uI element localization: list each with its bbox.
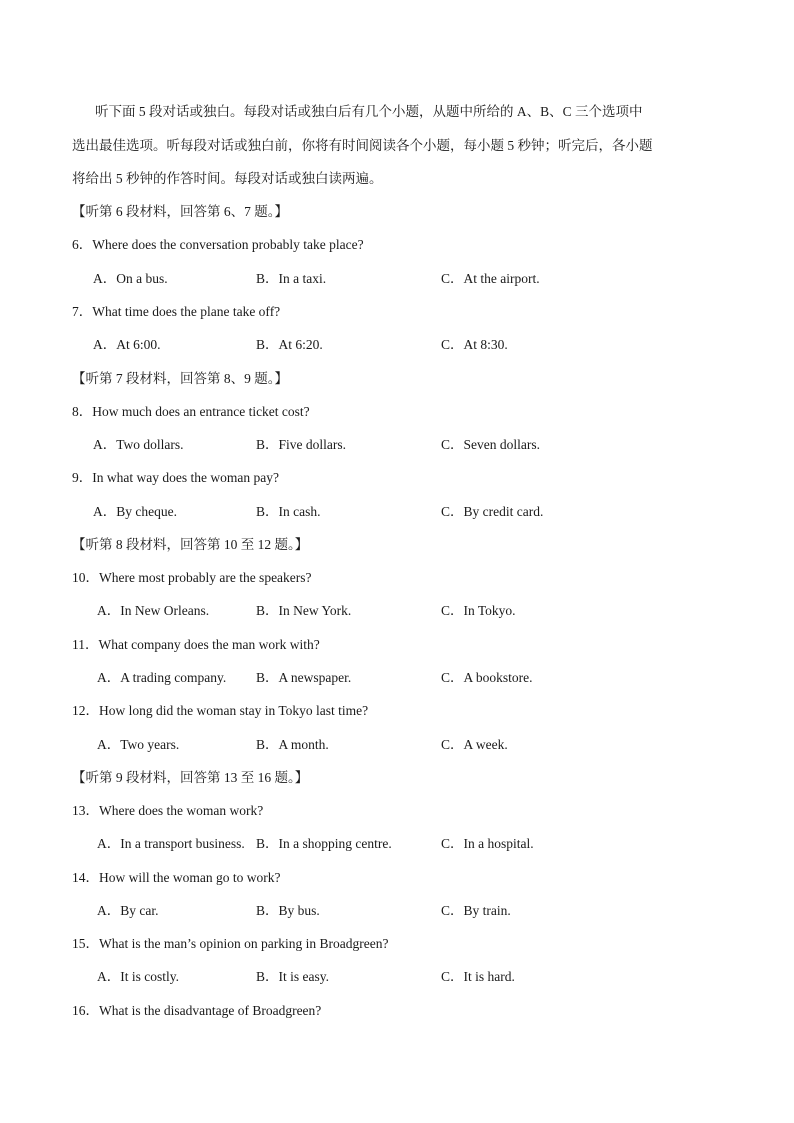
question-14: 14．How will the woman go to work?	[72, 870, 281, 885]
option-6-b: B．In a taxi.	[256, 271, 327, 286]
option-10-b: B．In New York.	[256, 603, 352, 618]
option-7-a: A．At 6:00.	[93, 337, 161, 352]
intro-line-1: 听下面 5 段对话或独白。每段对话或独白后有几个小题，从题中所给的 A、B、C 三个选项中	[95, 104, 643, 119]
option-11-c: C．A bookstore.	[441, 670, 533, 685]
option-9-b: B．In cash.	[256, 504, 321, 519]
option-9-a: A．By cheque.	[93, 504, 177, 519]
intro-line-2: 选出最佳选项。听每段对话或独白前，你将有时间阅读各个小题，每小题 5 秒钟；听完后，各小题	[72, 138, 653, 153]
option-10-a: A．In New Orleans.	[97, 603, 210, 618]
option-14-a: A．By car.	[97, 903, 159, 918]
question-13: 13．Where does the woman work?	[72, 803, 264, 818]
option-11-b: B．A newspaper.	[256, 670, 352, 685]
question-10: 10．Where most probably are the speakers?	[72, 570, 312, 585]
question-11: 11．What company does the man work with?	[72, 637, 320, 652]
question-9: 9．In what way does the woman pay?	[72, 470, 279, 485]
option-9-c: C．By credit card.	[441, 504, 544, 519]
option-11-a: A．A trading company.	[97, 670, 227, 685]
option-7-b: B．At 6:20.	[256, 337, 323, 352]
option-6-c: C．At the airport.	[441, 271, 540, 286]
option-12-b: B．A month.	[256, 737, 329, 752]
section-header-7: 【听第 7 段材料，回答第 8、9 题。】	[72, 371, 288, 386]
option-15-a: A．It is costly.	[97, 969, 179, 984]
option-14-b: B．By bus.	[256, 903, 320, 918]
option-12-a: A．Two years.	[97, 737, 180, 752]
option-15-b: B．It is easy.	[256, 969, 329, 984]
option-8-b: B．Five dollars.	[256, 437, 346, 452]
section-header-9: 【听第 9 段材料，回答第 13 至 16 题。】	[72, 770, 309, 785]
option-13-c: C．In a hospital.	[441, 836, 534, 851]
question-16: 16．What is the disadvantage of Broadgreen?	[72, 1003, 322, 1018]
section-header-8: 【听第 8 段材料，回答第 10 至 12 题。】	[72, 537, 309, 552]
intro-line-3: 将给出 5 秒钟的作答时间。每段对话或独白读两遍。	[72, 171, 383, 186]
option-13-a: A．In a transport business.	[97, 836, 245, 851]
question-6: 6．Where does the conversation probably take place?	[72, 237, 364, 252]
option-14-c: C．By train.	[441, 903, 511, 918]
option-10-c: C．In Tokyo.	[441, 603, 516, 618]
option-15-c: C．It is hard.	[441, 969, 515, 984]
option-13-b: B．In a shopping centre.	[256, 836, 392, 851]
option-7-c: C．At 8:30.	[441, 337, 508, 352]
section-header-6: 【听第 6 段材料，回答第 6、7 题。】	[72, 204, 288, 219]
question-15: 15．What is the man’s opinion on parking in Broadgreen?	[72, 936, 389, 951]
question-7: 7．What time does the plane take off?	[72, 304, 281, 319]
option-12-c: C．A week.	[441, 737, 508, 752]
option-8-a: A．Two dollars.	[93, 437, 184, 452]
question-8: 8．How much does an entrance ticket cost?	[72, 404, 310, 419]
option-8-c: C．Seven dollars.	[441, 437, 540, 452]
option-6-a: A．On a bus.	[93, 271, 168, 286]
question-12: 12．How long did the woman stay in Tokyo last time?	[72, 703, 369, 718]
